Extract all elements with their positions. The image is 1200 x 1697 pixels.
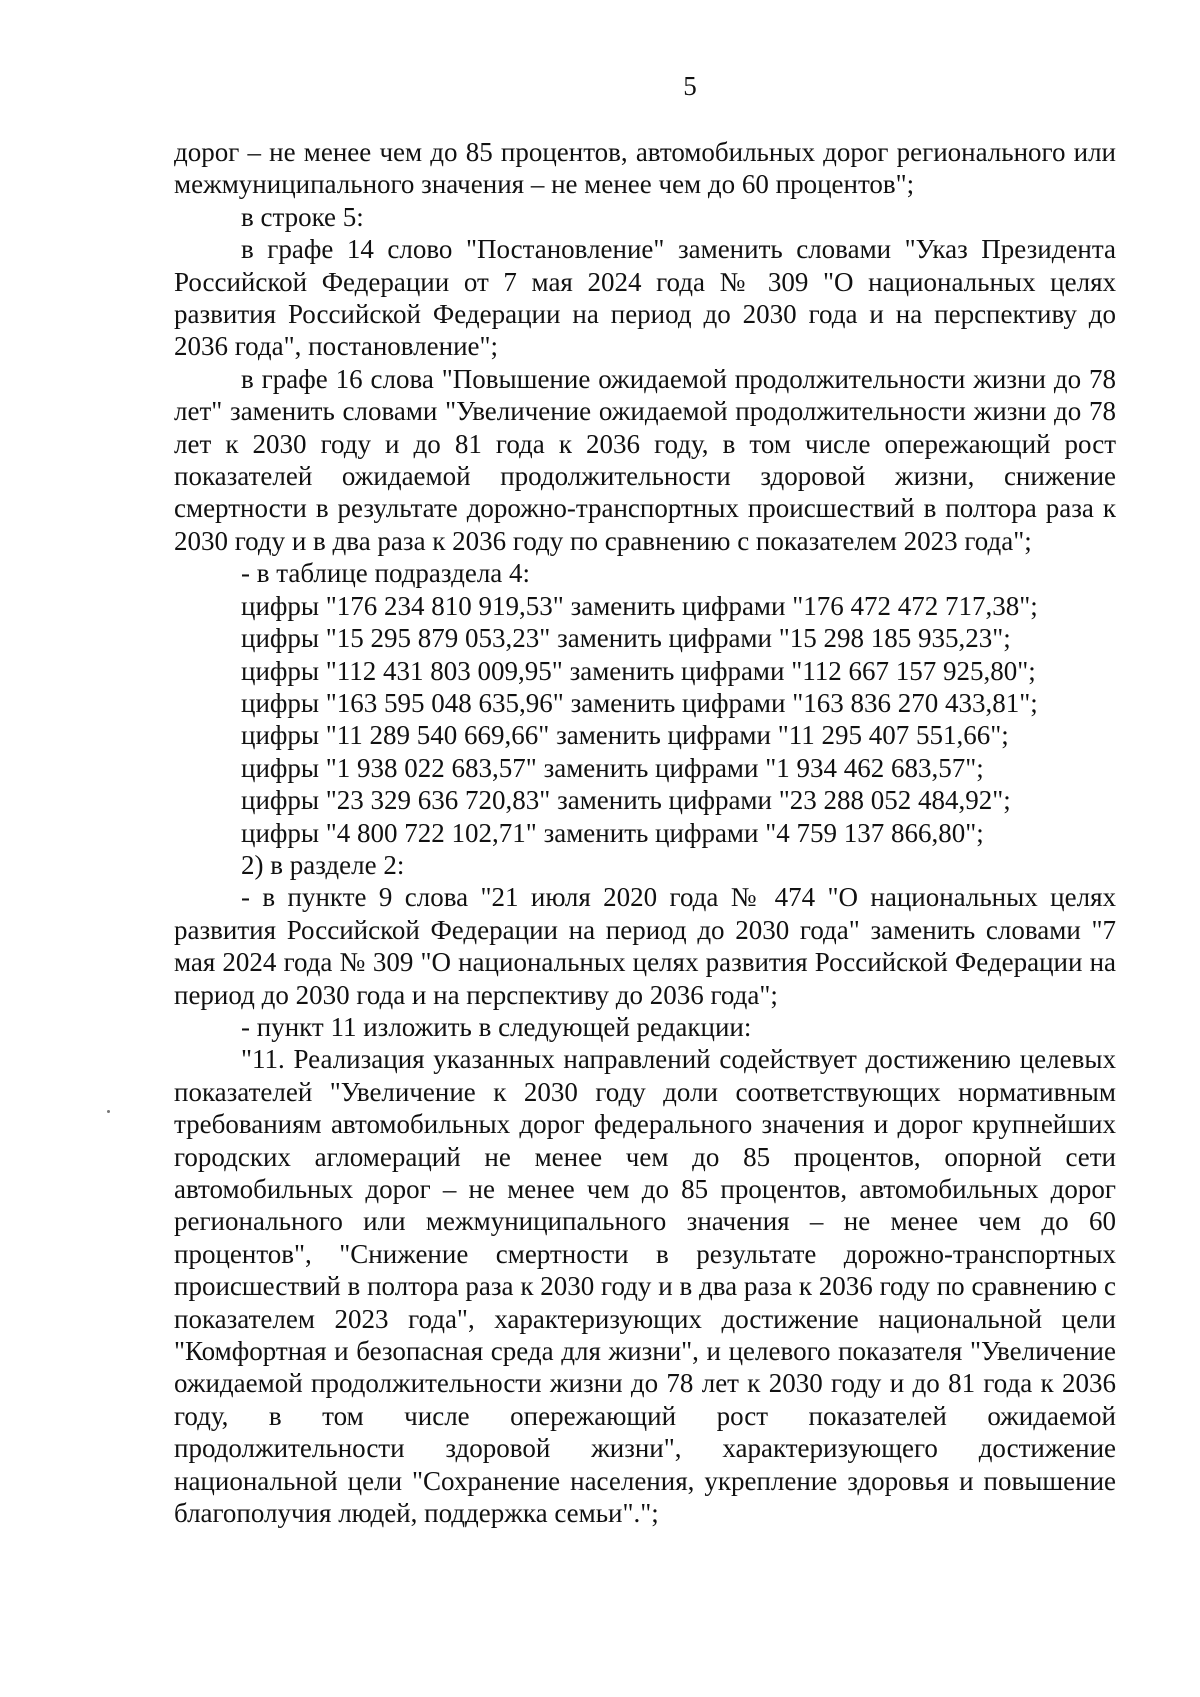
figure-replacement-line: цифры "112 431 803 009,95" заменить цифрами "112 667 157 925,80"; — [241, 655, 1036, 686]
figure-replacement-line: цифры "15 295 879 053,23" заменить цифрами "15 298 185 935,23"; — [241, 623, 1011, 654]
paragraph-section-2-heading: 2) в разделе 2: — [241, 849, 405, 880]
paragraph-item-11-intro: - пункт 11 изложить в следующей редакции: — [241, 1011, 752, 1042]
paragraph-item-11-new-text: "11. Реализация указанных направлений содействует достижению целевых показателей "Увеличение к 2030 году доли соответствующих нормативным требованиям автомобильных дорог федерального значения и дорог крупнейших городских агломераций не менее чем до 85 процентов, опорной сети автомобильных дорог – не менее чем до 85 процентов, автомобильных дорог регионального или межмуниципального значения – не менее чем до 60 процентов", "Снижение смертности в результате дорожно-транспортных происшествий в полтора раза к 2030 году и в два раза к 2036 году по сравнению с показателем 2023 года", характеризующих достижение национальной цели "Комфортная и безопасная среда для жизни", и целевого показателя "Увеличение ожидаемой продолжительности жизни до 78 лет к 2030 году и до 81 года к 2036 году, в том числе опережающий рост показателей ожидаемой продолжительности здоровой жизни", характеризующего достижение национальной цели "Сохранение населения, укрепление здоровья и повышение благополучия людей, поддержка семьи"."; — [174, 1044, 1116, 1529]
paragraph-column-14-amendment: в графе 14 слово "Постановление" заменить словами "Указ Президента Российской Федерации от 7 мая 2024 года № 309 "О национальных целях развития Российской Федерации на период до 2030 года и на перспективу до 2036 года", постановление"; — [174, 234, 1116, 362]
paragraph-continuation: дорог – не менее чем до 85 процентов, автомобильных дорог регионального или межмуниципального значения – не менее чем до 60 процентов"; — [174, 137, 1116, 200]
paragraph-column-16-amendment: в графе 16 слова "Повышение ожидаемой продолжительности жизни до 78 лет" заменить словами "Увеличение ожидаемой продолжительности жизни до 78 лет к 2030 году и до 81 года к 2036 году, в том числе опережающий рост показателей ожидаемой продолжительности здоровой жизни, снижение смертности в результате дорожно-транспортных происшествий в полтора раза к 2030 году и в два раза к 2036 году по сравнению с показателем 2023 года"; — [174, 363, 1116, 556]
figure-replacement-line: цифры "1 938 022 683,57" заменить цифрами "1 934 462 683,57"; — [241, 752, 984, 783]
paragraph-item-9-amendment: - в пункте 9 слова "21 июля 2020 года № 474 "О национальных целях развития Российской Федерации на период до 2030 года" заменить словами "7 мая 2024 года № 309 "О национальных целях развития Российской Федерации на период до 2030 года и на перспективу до 2036 года"; — [174, 882, 1116, 1010]
figure-replacement-line: цифры "176 234 810 919,53" заменить цифрами "176 472 472 717,38"; — [241, 590, 1038, 621]
paragraph-row-5-heading: в строке 5: — [241, 201, 364, 232]
figure-replacement-line: цифры "23 329 636 720,83" заменить цифрами "23 288 052 484,92"; — [241, 785, 1011, 816]
scan-margin-dot — [107, 1110, 110, 1113]
paragraph-subsection-4-table: - в таблице подраздела 4: — [241, 558, 531, 589]
figure-replacement-line: цифры "11 289 540 669,66" заменить цифрами "11 295 407 551,66"; — [241, 720, 1009, 751]
figure-replacement-line: цифры "163 595 048 635,96" заменить цифрами "163 836 270 433,81"; — [241, 687, 1038, 718]
document-body — [174, 136, 1116, 1529]
figure-replacement-line: цифры "4 800 722 102,71" заменить цифрами "4 759 137 866,80"; — [241, 817, 984, 848]
page-number: 5 — [683, 71, 697, 101]
